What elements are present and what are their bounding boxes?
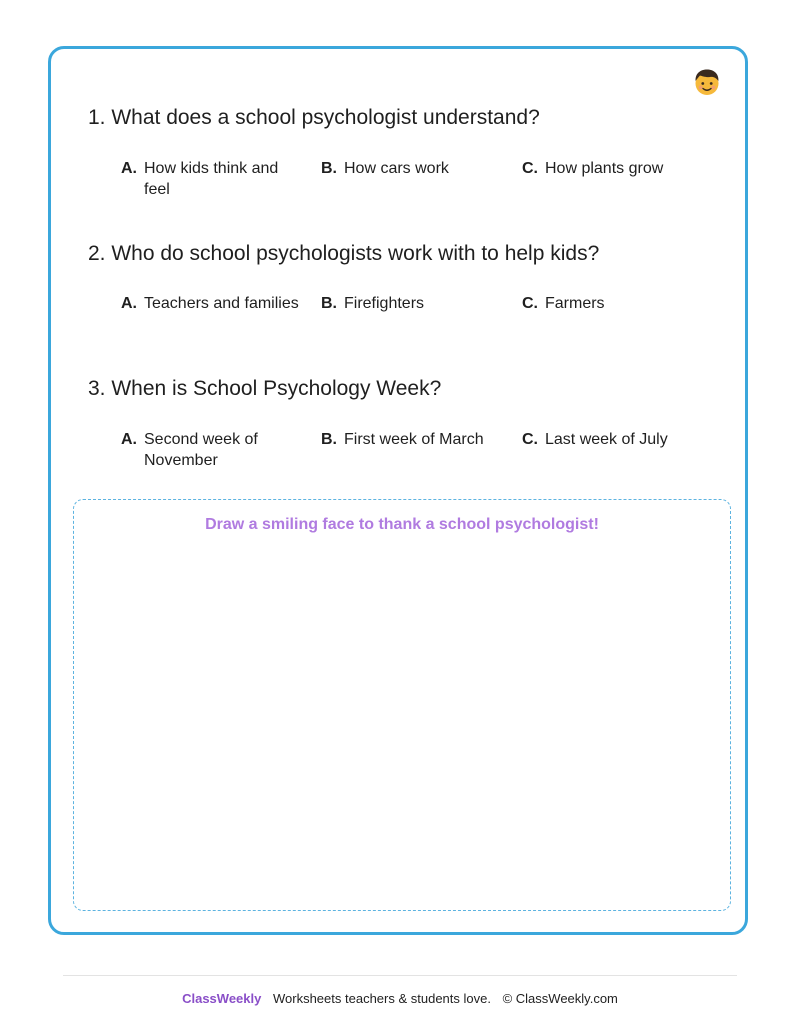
drawing-area[interactable] <box>73 499 731 911</box>
option-1a[interactable] <box>121 158 301 200</box>
option-text: Firefighters <box>344 295 425 312</box>
option-letter: B. <box>321 160 337 177</box>
option-letter: A. <box>121 431 137 448</box>
option-letter: A. <box>121 160 137 177</box>
option-text: Second week of November <box>144 431 258 469</box>
footer <box>0 991 800 1006</box>
option-text: Farmers <box>545 295 605 312</box>
footer-brand: ClassWeekly <box>182 991 262 1006</box>
option-text: How plants grow <box>545 160 664 177</box>
drawing-prompt: Draw a smiling face to thank a school psychologist! <box>205 516 599 533</box>
question-1-options <box>121 158 721 208</box>
option-letter: B. <box>321 295 337 312</box>
option-letter: C. <box>522 295 538 312</box>
question-1: 1. What does a school psychologist understand? <box>88 106 540 129</box>
option-3a[interactable] <box>121 429 301 471</box>
option-1c[interactable] <box>522 158 702 179</box>
footer-copyright: © ClassWeekly.com <box>502 991 618 1006</box>
option-letter: A. <box>121 295 137 312</box>
option-text: How kids think and feel <box>144 160 279 198</box>
question-2: 2. Who do school psychologists work with to help kids? <box>88 242 600 265</box>
option-letter: B. <box>321 431 337 448</box>
option-2b[interactable] <box>321 293 501 314</box>
option-letter: C. <box>522 431 538 448</box>
footer-tagline: Worksheets teachers & students love. <box>272 991 491 1006</box>
question-2-options <box>121 293 721 343</box>
question-3: 3. When is School Psychology Week? <box>88 377 442 400</box>
option-2a[interactable] <box>121 293 301 314</box>
boy-face-icon <box>692 67 722 97</box>
option-2c[interactable] <box>522 293 702 314</box>
option-text: Teachers and families <box>144 295 299 312</box>
option-text: First week of March <box>344 431 484 448</box>
option-letter: C. <box>522 160 538 177</box>
option-3c[interactable] <box>522 429 702 450</box>
option-1b[interactable] <box>321 158 501 179</box>
option-text: How cars work <box>344 160 449 177</box>
option-3b[interactable] <box>321 429 501 450</box>
footer-divider <box>63 975 737 976</box>
question-3-options <box>121 429 721 479</box>
option-text: Last week of July <box>545 431 668 448</box>
